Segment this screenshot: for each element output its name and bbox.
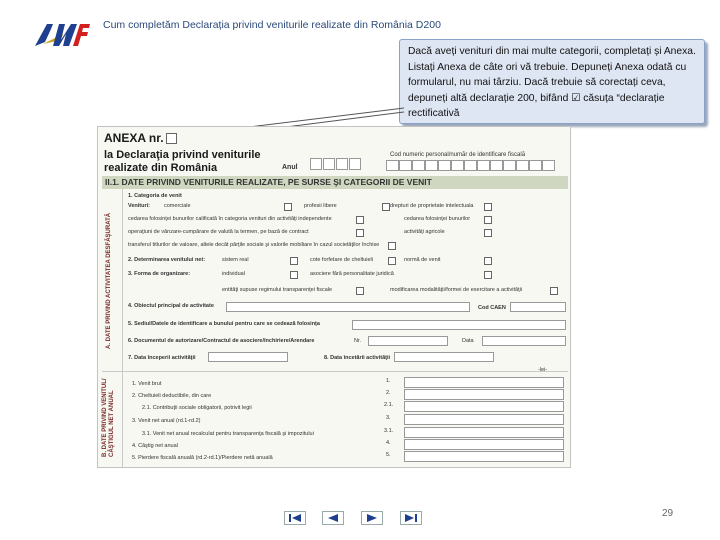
- doc-number-input[interactable]: [368, 336, 448, 346]
- annex-number-box[interactable]: [166, 133, 177, 144]
- end-date-input[interactable]: [394, 352, 494, 362]
- cat-item: activităţi agricole: [404, 229, 445, 235]
- b-row-input[interactable]: [404, 401, 564, 412]
- cat-item: cedarea folosinţei bunurilor calificată în categoria venituri din activităţi independente: [128, 216, 332, 222]
- cat-checkbox[interactable]: [484, 229, 492, 237]
- address-input[interactable]: [352, 320, 566, 330]
- year-boxes[interactable]: [310, 158, 361, 170]
- cat-checkbox[interactable]: [484, 216, 492, 224]
- row2-checkbox[interactable]: [290, 257, 298, 265]
- cat-checkbox[interactable]: [356, 229, 364, 237]
- row3b-item: modificarea modalităţii/formei de exercitare a activităţii: [390, 287, 523, 293]
- row2-checkbox[interactable]: [484, 257, 492, 265]
- b-row-label: 5. Pierdere fiscală anuală (rd.2-rd.1)/Pierdere netă anuală: [132, 455, 273, 461]
- category-heading: 1. Categoria de venit: [128, 193, 182, 199]
- b-row-label: 3.1. Venit net anual recalculat pentru transparenţa fiscală şi impozitului: [142, 431, 314, 437]
- b-row-input[interactable]: [404, 451, 564, 462]
- activity-input[interactable]: [226, 302, 470, 312]
- row5-label: 5. Sediul/Datele de identificare a bunului pentru care se cedează folosinţa: [128, 321, 320, 327]
- row7-label: 7. Data începerii activităţii: [128, 355, 196, 361]
- b-row-label: 1. Venit brut: [132, 381, 162, 387]
- row2-checkbox[interactable]: [388, 257, 396, 265]
- b-row-input[interactable]: [404, 414, 564, 425]
- row4-label: 4. Obiectul principal de activitate: [128, 303, 214, 309]
- cat-checkbox[interactable]: [388, 242, 396, 250]
- b-row-label: 4. Câştig net anual: [132, 443, 178, 449]
- form-title: ANEXA nr.: [104, 131, 164, 145]
- venituri-label: Venituri:: [128, 203, 151, 209]
- row3b-checkbox[interactable]: [550, 287, 558, 295]
- cnp-boxes[interactable]: [386, 160, 555, 171]
- side-label-a: A. DATE PRIVIND ACTIVITATEA DESFĂŞURATĂ: [106, 212, 112, 349]
- row2-item: sistem real: [222, 257, 249, 263]
- row3b-checkbox[interactable]: [356, 287, 364, 295]
- b-row-input[interactable]: [404, 439, 564, 450]
- b-row-input[interactable]: [404, 389, 564, 400]
- year-label: Anul: [282, 164, 298, 171]
- last-slide-button[interactable]: [400, 511, 422, 525]
- doc-date-input[interactable]: [482, 336, 566, 346]
- cat-checkbox[interactable]: [356, 216, 364, 224]
- row3-checkbox[interactable]: [484, 271, 492, 279]
- b-row-num: 3.1.: [384, 428, 394, 434]
- page-number: 29: [662, 508, 674, 519]
- data-label: Data: [462, 338, 474, 344]
- b-row-num: 3.: [386, 415, 391, 421]
- cat-checkbox[interactable]: [484, 203, 492, 211]
- previous-slide-button[interactable]: [322, 511, 344, 525]
- cat-item: cedarea folosinţei bunurilor: [404, 216, 471, 222]
- row2-label: 2. Determinarea venitului net:: [128, 257, 206, 263]
- cat-item: transferul titlurilor de valoare, altele decât părţile sociale şi valorile mobiliare în cazul societăţilor închise: [128, 242, 380, 248]
- page-title: Cum completăm Declarația privind veniturile realizate din România D200: [103, 19, 441, 31]
- b-row-num: 5.: [386, 452, 391, 458]
- b-row-num: 2.: [386, 390, 391, 396]
- nr-label: Nr.: [354, 338, 362, 344]
- b-row-input[interactable]: [404, 427, 564, 438]
- form-subtitle: la Declaraţia privind veniturile realizate din România: [104, 149, 261, 174]
- anaf-logo: [33, 20, 91, 50]
- caen-input[interactable]: [510, 302, 566, 312]
- section-title: II.1. DATE PRIVIND VENITURILE REALIZATE, PE SURSE ŞI CATEGORII DE VENIT: [102, 176, 568, 189]
- row2-item: cote forfetare de cheltuieli: [310, 257, 373, 263]
- instruction-callout: Dacă aveți venituri din mai multe categorii, completați și Anexa. Listați Anexa de câte ori vă trebuie. Depuneți Anexa odată cu formularul, nu mai târziu. Dacă trebuie să corectați ceva, depuneți altă declarație 200, bifând ☑ căsuța “declarație rectificativă: [399, 39, 705, 124]
- next-slide-button[interactable]: [361, 511, 383, 525]
- b-row-num: 2.1.: [384, 402, 394, 408]
- row6-label: 6. Documentul de autorizare/Contractul de asociere/închiriere/Arendare: [128, 338, 315, 344]
- cnp-label: Cod numeric personal/număr de identificare fiscală: [390, 152, 526, 158]
- cat-checkbox[interactable]: [284, 203, 292, 211]
- b-row-label: 2.1. Contribuţii sociale obligatorii, potrivit legii: [142, 405, 252, 411]
- cat-item: profesii libere: [304, 203, 337, 209]
- b-row-input[interactable]: [404, 377, 564, 388]
- b-row-label: 3. Venit net anual (rd.1-rd.2): [132, 418, 201, 424]
- lei-label: -lei-: [538, 367, 548, 373]
- cat-checkbox[interactable]: [382, 203, 390, 211]
- cat-item: comerciale: [164, 203, 191, 209]
- row2-item: normă de venit: [404, 257, 441, 263]
- row3-item: asociere fără personalitate juridică: [310, 271, 394, 277]
- row3-label: 3. Forma de organizare:: [128, 271, 191, 277]
- row3b-item: entităţi supuse regimului transparenţei fiscale: [222, 287, 333, 293]
- row3-item: individual: [222, 271, 245, 277]
- b-row-label: 2. Cheltuieli deductibile, din care: [132, 393, 212, 399]
- caen-label: Cod CAEN: [478, 305, 506, 311]
- side-label-b: B. DATE PRIVIND VENITUL/ CÂŞTIGUL NET ANUAL: [102, 378, 115, 457]
- b-row-num: 1.: [386, 378, 391, 384]
- row3-checkbox[interactable]: [290, 271, 298, 279]
- cat-item: operaţiuni de vânzare-cumpărare de valută la termen, pe bază de contract: [128, 229, 309, 235]
- cat-item: drepturi de proprietate intelectuala: [390, 203, 474, 209]
- start-date-input[interactable]: [208, 352, 288, 362]
- row8-label: 8. Data încetării activităţii: [324, 355, 391, 361]
- annex-form: [97, 126, 571, 468]
- first-slide-button[interactable]: [284, 511, 306, 525]
- b-row-num: 4.: [386, 440, 391, 446]
